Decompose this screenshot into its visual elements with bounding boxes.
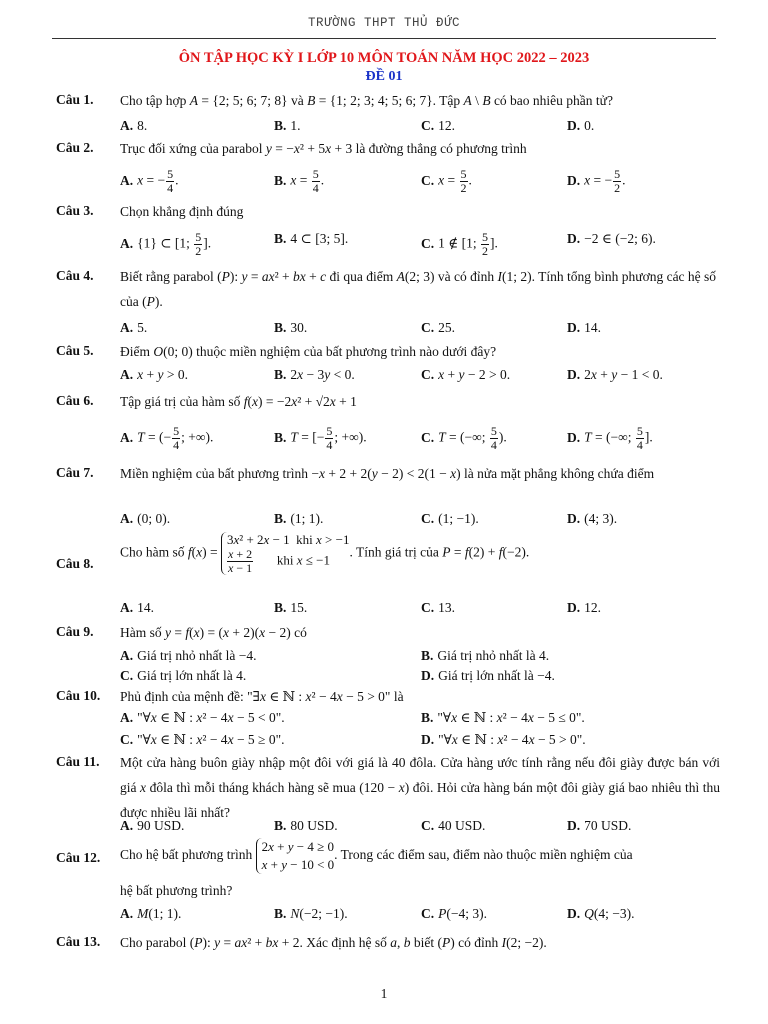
question-text: Chọn khẳng định đúng (120, 204, 244, 219)
option-d: D. x = − $\frac{5}{2}$ . (567, 167, 626, 195)
question-label: Câu 3. (56, 203, 94, 218)
option-d: D. 0. (567, 118, 595, 133)
option-a: A. 5. (120, 320, 148, 335)
question-text: Biết rằng parabol (P): y = ax² + bx + c đi qua điểm A(2; 3) và có đỉnh I(1; 2). Tính tổng bình phương các hệ số của (P). (120, 269, 717, 309)
option-b: B. 1. (274, 118, 301, 133)
option-c: C. P(−4; 3). (421, 906, 487, 921)
option-c: C. 12. (421, 118, 455, 133)
option-a: A. T = (− $\frac{5}{4}$ ; +∞). (120, 424, 214, 452)
question-text-cont: hệ bất phương trình? (120, 883, 233, 898)
question-text: Cho hàm số f(x) = 3x² + 2x − 1 khi x > −1 $\frac{x + 2}{x - 1}$ khi x ≤ −1. Tính giá trị của P = f(2) + f(−2). (120, 532, 530, 575)
option-d: D. T = (−∞; $\frac{5}{4}$ ]. (567, 424, 653, 452)
question-label: Câu 5. (56, 343, 94, 358)
exam-title: ÔN TẬP HỌC KỲ I LỚP 10 MÔN TOÁN NĂM HỌC 2022 – 2023 (178, 50, 590, 66)
option-c: C. T = (−∞; $\frac{5}{4}$ ). (421, 424, 507, 452)
question-text: Tập giá trị của hàm số f(x) = −2x² + √2x + 1 (120, 394, 357, 409)
option-d: D. "∀x ∈ ℕ : x² − 4x − 5 > 0". (421, 732, 586, 747)
option-c: C. x = $\frac{5}{2}$ . (421, 167, 472, 195)
option-c: C. Giá trị lớn nhất là 4. (120, 668, 247, 683)
option-b: B. Giá trị nhỏ nhất là 4. (421, 648, 550, 663)
option-a: A. Giá trị nhỏ nhất là −4. (120, 648, 257, 663)
question-label: Câu 2. (56, 140, 94, 155)
option-b: B. 80 USD. (274, 818, 338, 833)
question-text: Cho parabol (P): y = ax² + bx + 2. Xác định hệ số a, b biết (P) có đỉnh I(2; −2). (120, 935, 547, 950)
option-d: D. Q(4; −3). (567, 906, 635, 921)
option-a: A. x = − $\frac{5}{4}$ . (120, 167, 179, 195)
option-b: B. 4 ⊂ [3; 5]. (274, 231, 349, 246)
option-b: B. "∀x ∈ ℕ : x² − 4x − 5 ≤ 0". (421, 710, 585, 725)
option-c: C. "∀x ∈ ℕ : x² − 4x − 5 ≥ 0". (120, 732, 285, 747)
option-a: A. 90 USD. (120, 818, 185, 833)
question-text: Cho hệ bất phương trình 2x + y − 4 ≥ 0 x + y − 10 < 0. Trong các điểm sau, điểm nào thuộc miền nghiệm của (120, 839, 633, 872)
question-text: Một cửa hàng buôn giày nhập một đôi với giá là 40 đôla. Cửa hàng ước tính rằng nếu đôi giày được bán với giá x đôla thì mỗi tháng khách hàng sẽ mua (120 − x) đôi. Hỏi cửa hàng bán một đôi giày giá bao nhiêu thì thu được nhiều lãi nhất? (120, 755, 720, 820)
question-text: Hàm số y = f(x) = (x + 2)(x − 2) có (120, 625, 307, 640)
option-a: A. 8. (120, 118, 148, 133)
option-b: B. 2x − 3y < 0. (274, 367, 355, 382)
question-text: Phủ định của mệnh đề: "∃x ∈ ℕ : x² − 4x − 5 > 0" là (120, 689, 404, 704)
option-d: D. 12. (567, 600, 601, 615)
question-text: Cho tập hợp A = {2; 5; 6; 7; 8} và B = {1; 2; 3; 4; 5; 6; 7}. Tập A \ B có bao nhiêu phần tử? (120, 93, 613, 108)
question-text: Miền nghiệm của bất phương trình −x + 2 + 2(y − 2) < 2(1 − x) là nửa mặt phẳng không chứa điểm (120, 466, 655, 481)
question-label: Câu 10. (56, 688, 101, 703)
option-b: B. 15. (274, 600, 308, 615)
option-b: B. N(−2; −1). (274, 906, 348, 921)
question-label: Câu 8. (56, 556, 94, 571)
option-d: D. (4; 3). (567, 511, 618, 526)
option-c: C. 13. (421, 600, 455, 615)
school-header: TRƯỜNG THPT THỦ ĐỨC (307, 16, 461, 30)
question-text: Trục đối xứng của parabol y = −x² + 5x + 3 là đường thẳng có phương trình (120, 141, 527, 156)
question-label: Câu 13. (56, 934, 101, 949)
option-d: D. 14. (567, 320, 601, 335)
exam-subtitle: ĐỀ 01 (365, 69, 403, 84)
option-d: D. Giá trị lớn nhất là −4. (421, 668, 555, 683)
option-c: C. 1 ∉ [1; $\frac{5}{2}$ ]. (421, 230, 498, 258)
question-label: Câu 7. (56, 465, 94, 480)
page-number: 1 (380, 986, 388, 1001)
question-label: Câu 12. (56, 850, 101, 865)
option-c: C. (1; −1). (421, 511, 479, 526)
question-label: Câu 11. (56, 754, 100, 769)
question-label: Câu 9. (56, 624, 94, 639)
option-a: A. {1} ⊂ [1; $\frac{5}{2}$ ]. (120, 230, 212, 258)
option-a: A. M(1; 1). (120, 906, 182, 921)
header-divider (52, 38, 716, 39)
option-b: B. T = [− $\frac{5}{4}$ ; +∞). (274, 424, 367, 452)
question-text: Điểm O(0; 0) thuộc miền nghiệm của bất phương trình nào dưới đây? (120, 344, 497, 359)
question-label: Câu 4. (56, 268, 94, 283)
option-b: B. (1; 1). (274, 511, 324, 526)
question-label: Câu 1. (56, 92, 94, 107)
option-a: A. (0; 0). (120, 511, 171, 526)
option-d: D. 70 USD. (567, 818, 632, 833)
option-d: D. −2 ∈ (−2; 6). (567, 231, 656, 246)
option-c: C. 25. (421, 320, 455, 335)
option-c: C. 40 USD. (421, 818, 486, 833)
option-d: D. 2x + y − 1 < 0. (567, 367, 663, 382)
option-a: A. "∀x ∈ ℕ : x² − 4x − 5 < 0". (120, 710, 285, 725)
option-a: A. 14. (120, 600, 154, 615)
option-a: A. x + y > 0. (120, 367, 188, 382)
option-b: B. x = $\frac{5}{4}$ . (274, 167, 325, 195)
option-b: B. 30. (274, 320, 308, 335)
question-label: Câu 6. (56, 393, 94, 408)
option-c: C. x + y − 2 > 0. (421, 367, 511, 382)
